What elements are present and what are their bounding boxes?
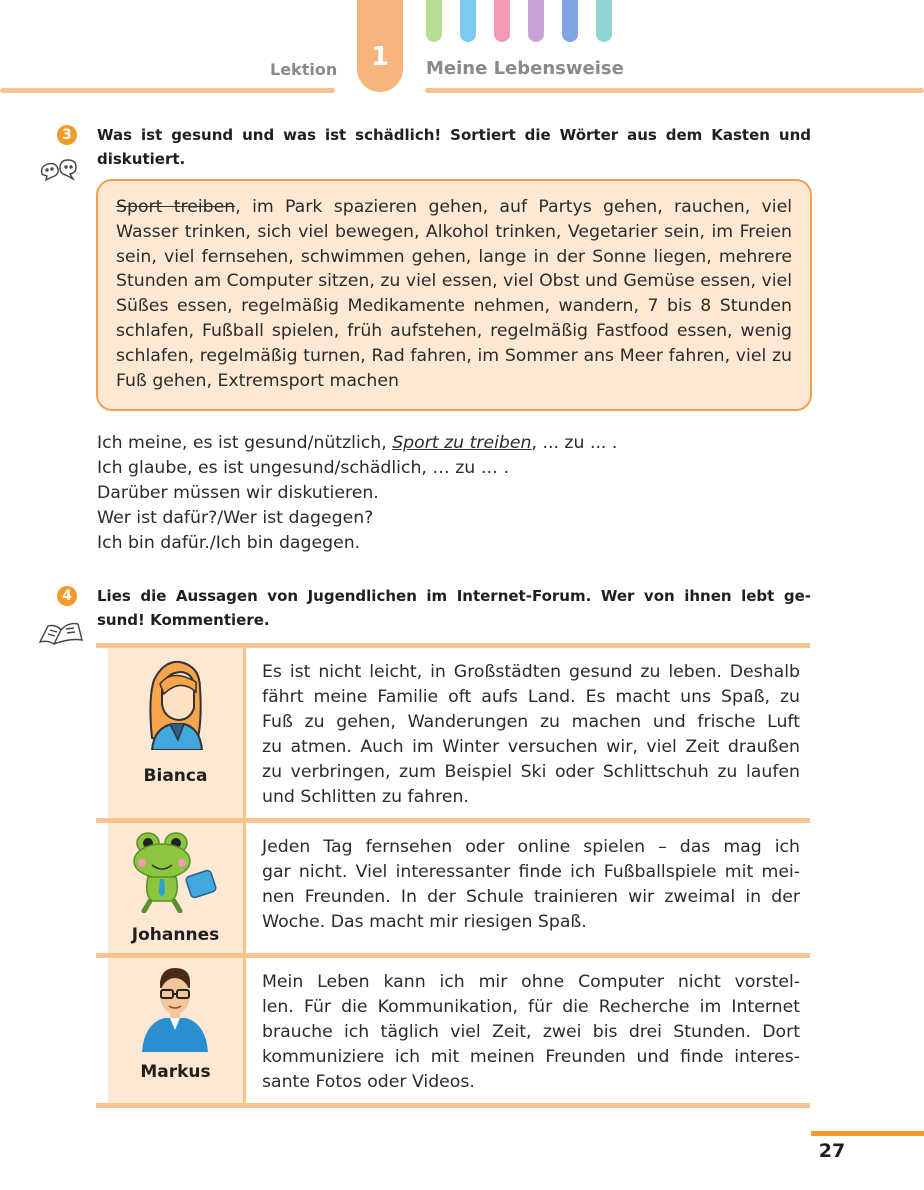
- page-number-bar: [811, 1131, 924, 1136]
- post-text: [246, 958, 810, 1103]
- open-book-icon: [38, 620, 84, 650]
- phrase-line: Ich glaube, es ist ungesund/schädlich, … zu … .: [97, 458, 509, 478]
- boy-glasses-avatar-icon: [140, 966, 210, 1056]
- header-line-right: [425, 88, 924, 93]
- struck-example: Sport treiben: [116, 197, 236, 217]
- forum-post: [96, 953, 810, 1108]
- word-box-text: , im Park spazieren gehen, auf Partys gehen, rauchen, viel Wasser trinken, sich viel bewegen, Alkohol trinken, Vegetarier sein, im Freien sein, viel fernsehen, schwimmen gehen, lange in der Sonne liegen, mehrere Stunden am Computer sitzen, zu viel essen, viel Obst und Gemüse essen, viel Süßes essen, regelmäßig Medikamente nehmen, wandern, 7 bis 8 Stunden schlafen, Fußball spielen, früh aufstehen, regelmäßig Fastfood essen, wenig schlafen, regelmäßig turnen, Rad fahren, im Sommer ans Meer fahren, viel zu Fuß gehen, Extremsport machen: [116, 197, 793, 391]
- exercise-4-instruction: Lies die Aussagen von Jugendlichen im Internet-Forum. Wer von ihnen lebt ge-sund! Kommentiere.: [97, 587, 811, 629]
- phrase-text: Ich meine, es ist gesund/nützlich,: [97, 433, 393, 453]
- post-line: fährt meine Familie oft aufs Land. Es macht uns Spaß, zu: [262, 687, 800, 707]
- post-line: zu atmen. Auch im Winter versuchen wir, viel Zeit draußen: [262, 737, 800, 757]
- avatar-cell: [108, 648, 246, 818]
- post-text: [246, 648, 810, 818]
- example-answer: Sport zu treiben: [392, 433, 532, 453]
- phrase-line: Darüber müssen wir diskutieren.: [97, 483, 379, 503]
- color-tab: [596, 0, 612, 42]
- post-line: len. Für die Kommunikation, für die Recherche im Internet: [262, 997, 800, 1017]
- post-line: brauche ich täglich viel Zeit, zwei bis drei Stunden. Dort: [262, 1022, 800, 1042]
- post-line: sante Fotos oder Videos.: [262, 1072, 475, 1092]
- phrase-line: Ich bin dafür./Ich bin dagegen.: [97, 533, 361, 553]
- color-tab: [562, 0, 578, 42]
- phrase-line: [97, 431, 811, 456]
- author-name: Markus: [140, 1062, 211, 1082]
- color-tab: [426, 0, 442, 42]
- exercise-3-instruction: Was ist gesund und was ist schädlich! Sortiert die Wörter aus dem Kasten und diskutiert.: [97, 126, 811, 168]
- post-text: [246, 823, 810, 953]
- header-line-left: [0, 88, 335, 93]
- pair-talk-icon: [38, 158, 80, 188]
- lesson-title: Meine Lebensweise: [426, 58, 624, 79]
- author-name: Bianca: [143, 766, 208, 786]
- color-tab: [460, 0, 476, 42]
- post-line: Fuß zu gehen, Wanderungen zu machen und frische Luft: [262, 712, 800, 732]
- avatar-cell: [108, 823, 246, 953]
- post-line: Mein Leben kann ich mir ohne Computer nicht vorstel-: [262, 972, 800, 992]
- exercise-4-number: 4: [57, 586, 77, 606]
- post-line: Woche. Das macht mir riesigen Spaß.: [262, 912, 587, 932]
- girl-avatar-icon: [144, 658, 206, 754]
- post-line: zu verbringen, zum Beispiel Ski oder Schlittschuh zu laufen: [262, 762, 800, 782]
- post-line: Es ist nicht leicht, in Großstädten gesund zu leben. Deshalb: [262, 662, 800, 682]
- forum-table: [96, 643, 810, 1108]
- post-line: nen Freunden. In der Schule trainieren wir zweimal in der: [262, 887, 800, 907]
- forum-post: [96, 818, 810, 953]
- post-line: Jeden Tag fernsehen oder online spielen – das mag ich: [262, 837, 800, 857]
- lektion-label: Lektion: [270, 60, 338, 79]
- post-line: und Schlitten zu fahren.: [262, 787, 469, 807]
- lesson-number: 1: [370, 42, 390, 72]
- author-name: Johannes: [131, 925, 220, 945]
- exercise-3-number: 3: [57, 125, 77, 145]
- color-tab: [528, 0, 544, 42]
- frog-avatar-icon: [130, 829, 220, 917]
- color-tab: [494, 0, 510, 42]
- phrase-list: [97, 431, 811, 556]
- forum-post: [96, 643, 810, 818]
- post-line: kommuniziere ich mit meinen Freunden und finde interes-: [262, 1047, 800, 1067]
- page-number: 27: [818, 1140, 846, 1162]
- avatar-cell: [108, 958, 246, 1103]
- post-line: gar nicht. Viel interessanter finde ich Fußballspiele mit mei-: [262, 862, 800, 882]
- phrase-line: Wer ist dafür?/Wer ist dagegen?: [97, 508, 374, 528]
- phrase-text: , ... zu ... .: [531, 433, 618, 453]
- word-box: [96, 179, 812, 411]
